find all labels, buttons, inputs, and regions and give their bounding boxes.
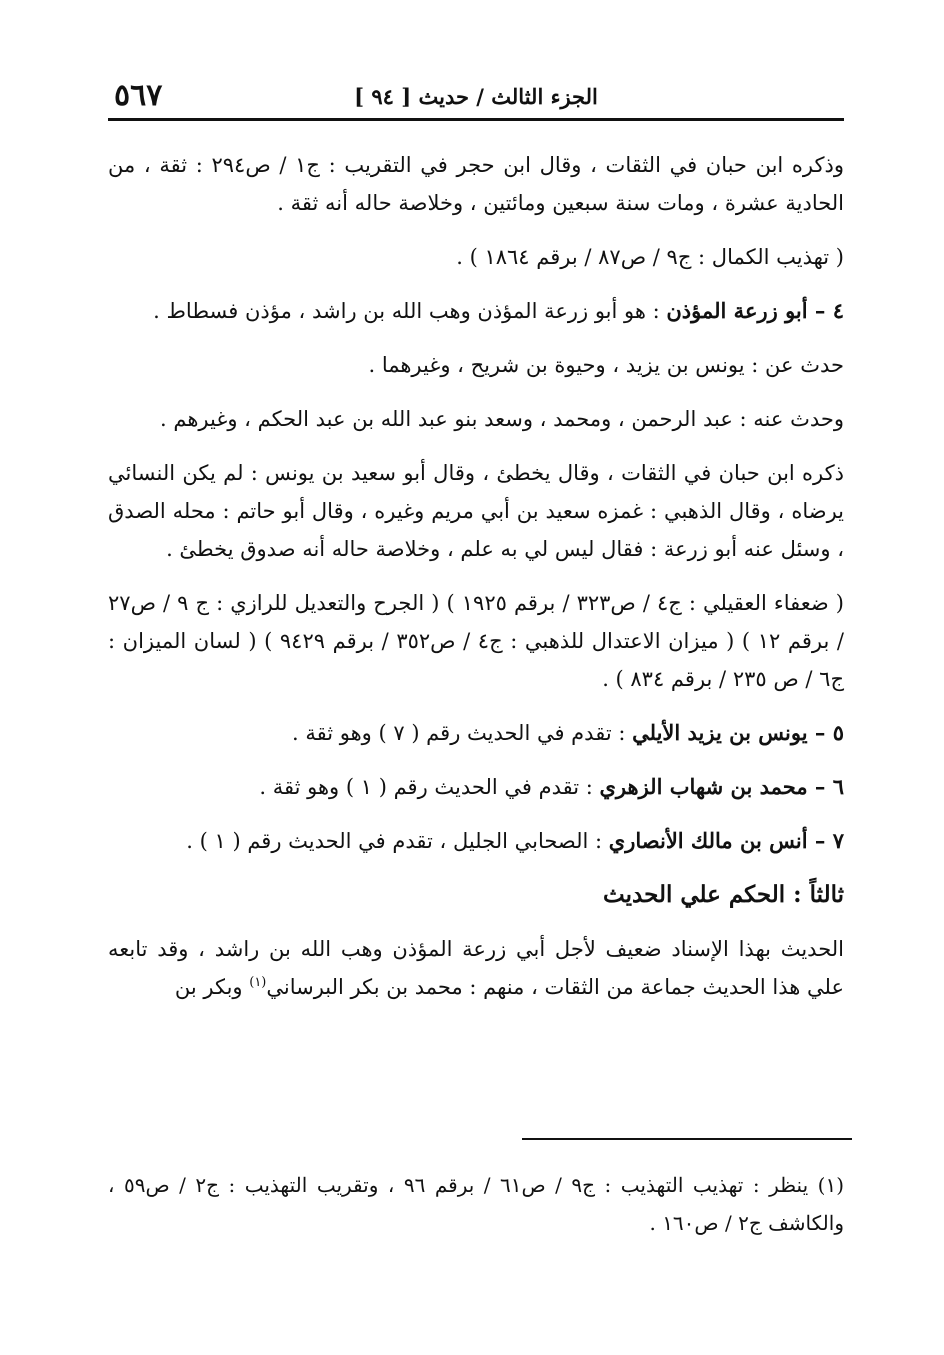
narrator-6-entry: [108, 768, 844, 806]
citation-tahdhib: ( تهذيب الكمال : ج٩ / ص٨٧ / برقم ١٨٦٤ ) .: [456, 245, 844, 269]
narrator-7-name: ٧ – أنس بن مالك الأنصاري: [608, 828, 844, 853]
narrator-4-text: : هو أبو زرعة المؤذن وهب الله بن راشد ، مؤذن فسطاط .: [153, 299, 667, 323]
section-heading: ثالثاً : الحكم علي الحديث: [603, 881, 844, 908]
narrator-7-entry: [108, 822, 844, 860]
ruling-text: الحديث بهذا الإسناد ضعيف لأجل أبي زرعة المؤذن وهب الله بن راشد ، وقد تابعه علي هذا الحديث جماعة من الثقات ، منهم : محمد بن بكر البرساني: [108, 937, 844, 999]
header-rule: [108, 118, 844, 121]
page-number: ٥٦٧: [114, 78, 163, 113]
paragraph-ibn-hibban-note: وذكره ابن حبان في الثقات ، وقال ابن حجر في التقريب : ج١ / ص٢٩٤ : ثقة ، من الحادية عشرة ، ومات سنة سبعين ومائتين ، وخلاصة حاله أنه ثقة .: [108, 153, 844, 215]
paragraph-ruling: [108, 930, 844, 1006]
narrated-from: حدث عن : يونس بن يزيد ، وحيوة بن شريح ، وغيرهما .: [368, 353, 844, 377]
narrated-by: وحدث عنه : عبد الرحمن ، ومحمد ، وسعد بنو عبد الله بن عبد الحكم ، وغيرهم .: [160, 407, 844, 431]
narrator-5-text: : تقدم في الحديث رقم ( ٧ ) وهو ثقة .: [291, 721, 633, 745]
ruling-text-end: وبكر بن: [174, 975, 250, 999]
running-head: الجزء الثالث / حديث [ ٩٤ ]: [354, 84, 598, 109]
narrator-4-name: ٤ – أبو زرعة المؤذن: [666, 298, 844, 323]
narrator-5-name: ٥ – يونس بن يزيد الأيلي: [632, 720, 844, 745]
footnote-marker: (١): [249, 975, 267, 990]
citation-sources: ( ضعفاء العقيلي : ج٤ / ص٣٢٣ / برقم ١٩٢٥ ) ( الجرح والتعديل للرازي : ج ٩ / ص٢٧ / برقم ١٢ ) ( ميزان الاعتدال للذهبي : ج٤ / ص٣٥٢ / برقم ٩٤٢٩ ) ( لسان الميزان : ج٦ / ص ٢٣٥ / برقم ٨٣٤ ) .: [108, 591, 844, 691]
main-text: [108, 146, 844, 1022]
footnote-rule: [522, 1138, 852, 1140]
narrator-5-entry: [108, 714, 844, 752]
page-header: [108, 78, 844, 116]
footnote-1: (١) ينظر : تهذيب التهذيب : ج٩ / ص٦١ / برقم ٩٦ ، وتقريب التهذيب : ج٢ / ص٥٩ ، والكاشف ج٢ / ص١٦٠ .: [108, 1173, 844, 1235]
narrator-4-entry: [108, 292, 844, 330]
narrator-6-text: : تقدم في الحديث رقم ( ١ ) وهو ثقة .: [259, 775, 600, 799]
narrator-7-text: : الصحابي الجليل ، تقدم في الحديث رقم ( ١ ) .: [186, 829, 609, 853]
paragraph-grading: ذكره ابن حبان في الثقات ، وقال يخطئ ، وقال أبو سعيد بن يونس : لم يكن النسائي يرضاه ، وقال الذهبي : غمزه سعيد بن أبي مريم وغيره ، وقال أبو حاتم : محله الصدق ، وسئل عنه أبو زرعة : فقال ليس لي به علم ، وخلاصة حاله أنه صدوق يخطئ .: [108, 461, 844, 561]
narrator-6-name: ٦ – محمد بن شهاب الزهري: [599, 774, 844, 799]
